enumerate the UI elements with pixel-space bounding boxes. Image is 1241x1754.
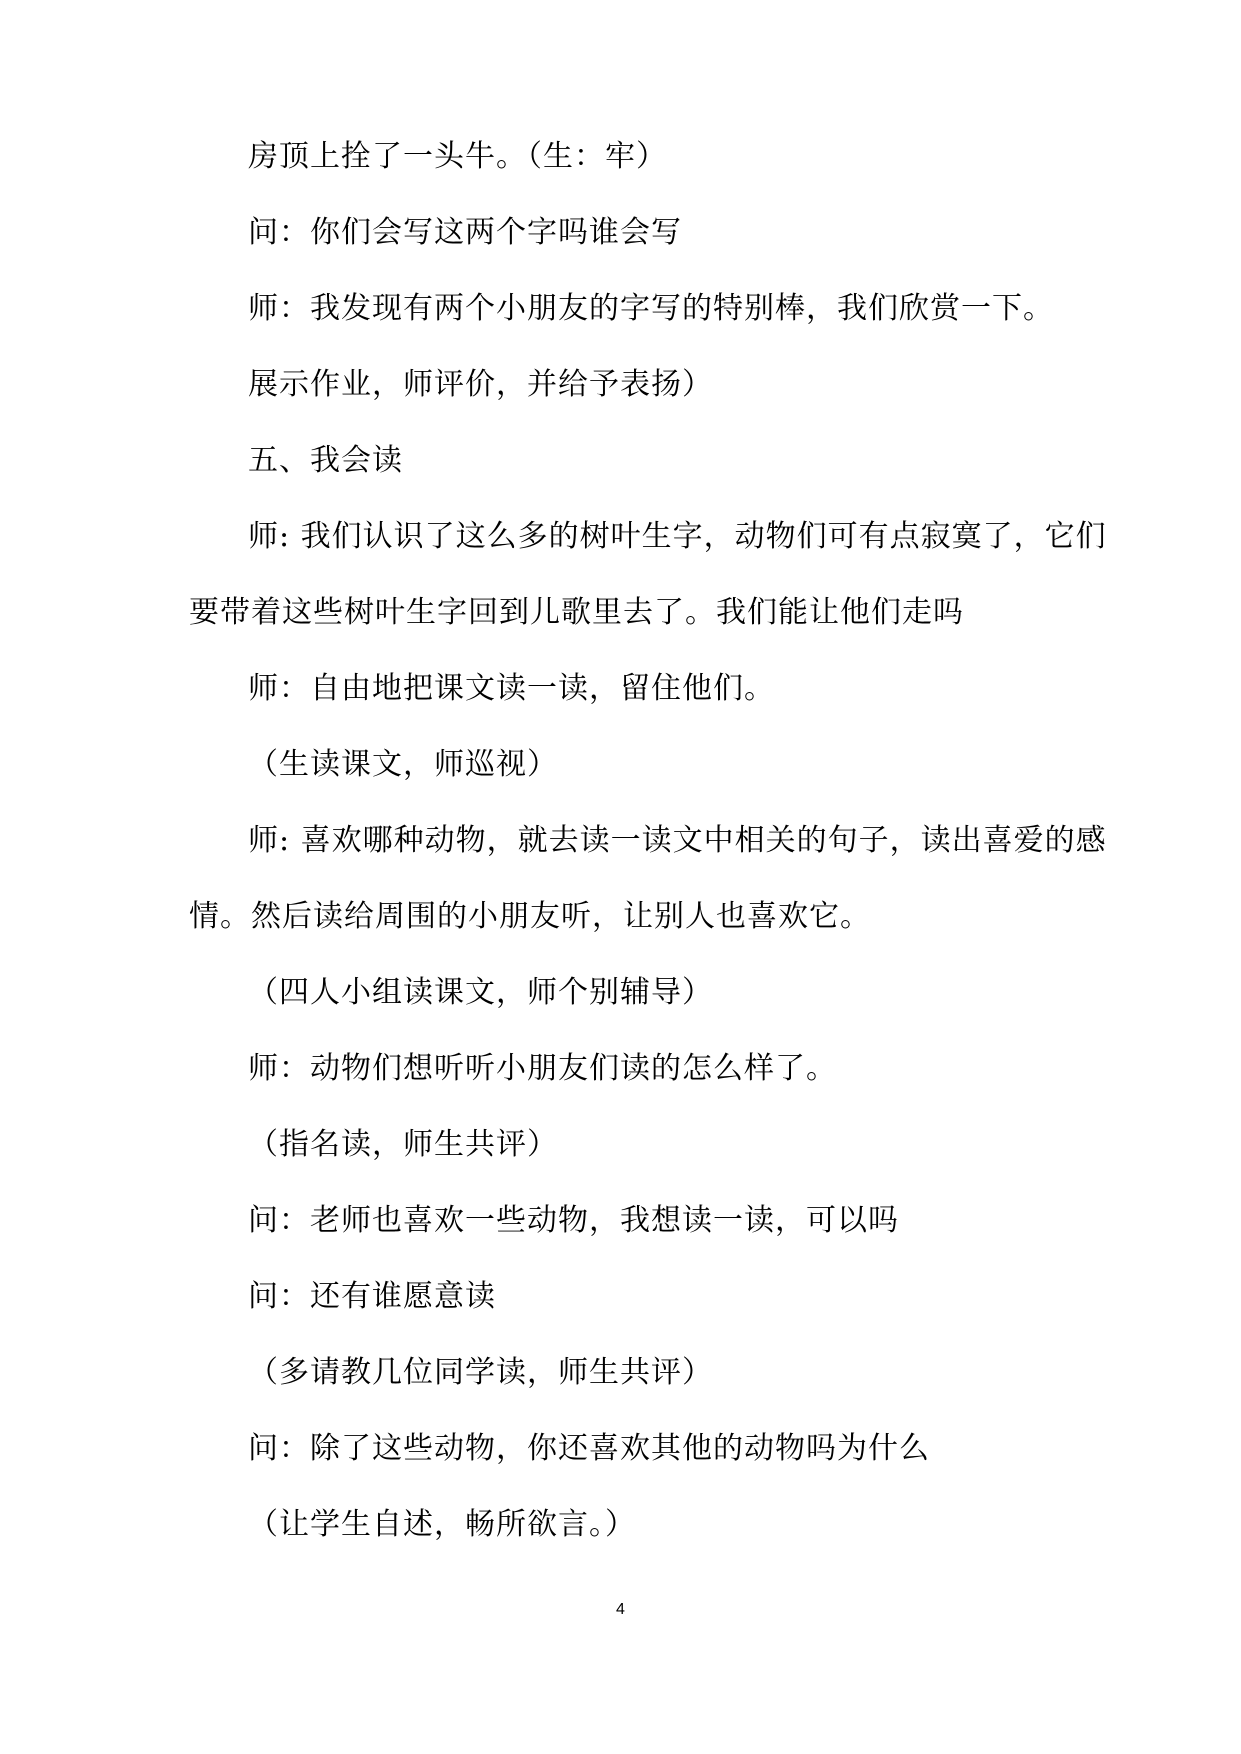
paragraph-line: （指名读，师生共评） [248, 1127, 558, 1162]
paragraph-line: 问：除了这些动物，你还喜欢其他的动物吗为什么 [248, 1431, 930, 1466]
paragraph-continuation: 情。然后读给周围的小朋友听，让别人也喜欢它。 [189, 899, 871, 934]
paragraph-line: 展示作业，师评价，并给予表扬） [248, 367, 713, 402]
paragraph-line: （让学生自述，畅所欲言。） [248, 1507, 636, 1542]
paragraph-line: （多请教几位同学读，师生共评） [248, 1355, 713, 1390]
paragraph-line: 师：自由地把课文读一读，留住他们。 [248, 671, 775, 706]
paragraph-line: （生读课文，师巡视） [248, 747, 558, 782]
paragraph-line: 问：老师也喜欢一些动物，我想读一读，可以吗 [248, 1203, 899, 1238]
paragraph-line: 师: 喜欢哪种动物，就去读一读文中相关的句子，读出喜爱的感 [248, 823, 1107, 858]
section-heading: 五、我会读 [248, 443, 403, 478]
paragraph-line: 问：你们会写这两个字吗谁会写 [248, 215, 682, 250]
paragraph-line: （四人小组读课文，师个别辅导） [248, 975, 713, 1010]
paragraph-continuation: 要带着这些树叶生字回到儿歌里去了。我们能让他们走吗 [189, 595, 964, 630]
paragraph-line: 师: 我们认识了这么多的树叶生字，动物们可有点寂寞了，它们 [248, 519, 1107, 554]
paragraph-line: 师：动物们想听听小朋友们读的怎么样了。 [248, 1051, 837, 1086]
paragraph-line: 房顶上拴了一头牛。（生：牢） [248, 139, 667, 174]
paragraph-line: 师：我发现有两个小朋友的字写的特别棒，我们欣赏一下。 [248, 291, 1054, 326]
paragraph-line: 问：还有谁愿意读 [248, 1279, 496, 1314]
page-number: 4 [616, 1601, 625, 1618]
